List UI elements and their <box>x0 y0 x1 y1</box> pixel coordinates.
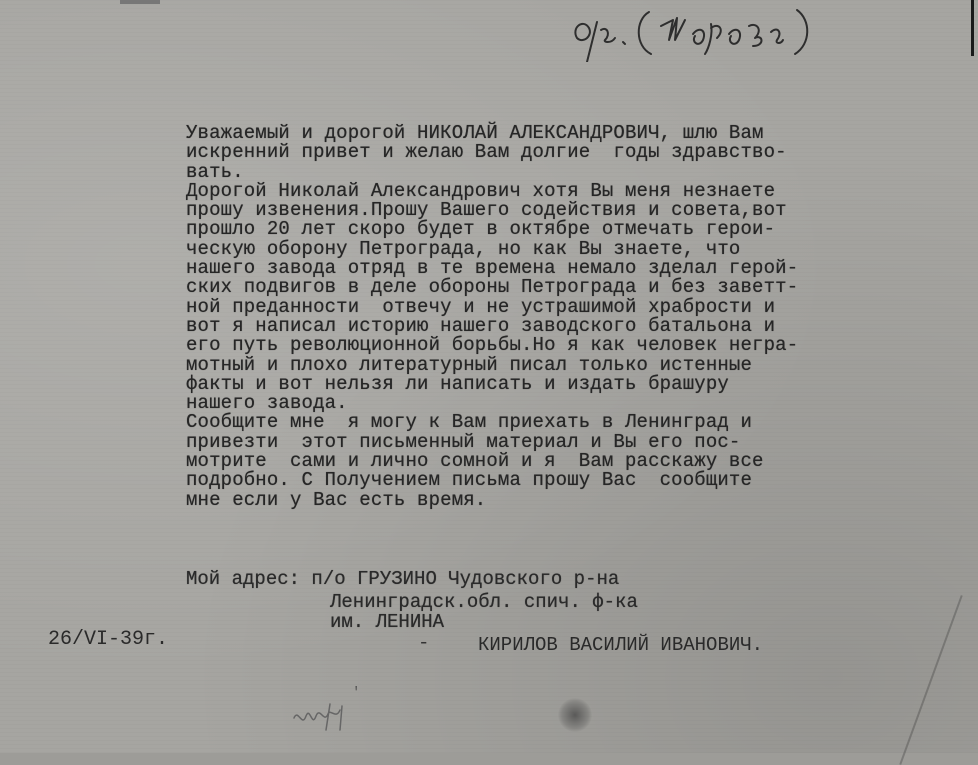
pen-tick-mark: ' <box>352 685 361 701</box>
letter-line: ских подвигов в деле обороны Петрограда и без заветт- <box>186 276 799 299</box>
letter-line: нашего завода. <box>186 392 348 415</box>
top-edge-mark <box>120 0 160 4</box>
page-edge-mark <box>971 0 974 56</box>
letter-line: его путь революционной борьбы.Но я как человек негра- <box>186 334 799 357</box>
address-line-2: Ленинградск.обл. спич. ф-ка <box>330 591 638 613</box>
address-line-3: им. ЛЕНИНА <box>330 611 445 633</box>
ink-stain <box>558 698 592 732</box>
letter-line: ческую оборону Петрограда, но как Вы знаете, что <box>186 237 741 260</box>
address-line-1: Мой адрес: п/о ГРУЗИНО Чудовского р-на <box>186 568 620 590</box>
letter-body <box>186 124 896 510</box>
paper-fold <box>899 595 962 765</box>
signature-dash: - <box>418 632 430 654</box>
faint-scribble <box>290 698 360 732</box>
handwritten-annotation <box>565 4 825 62</box>
letter-line: факты и вот нельзя ли написать и издать брашуру <box>186 372 729 395</box>
letter-line: вать. <box>186 160 244 183</box>
letter-line: Уважаемый и дорогой НИКОЛАЙ АЛЕКСАНДРОВИЧ, шлю Вам <box>186 122 764 144</box>
letter-line: Дорогой Николай Александрович хотя Вы меня незнаете <box>186 179 776 202</box>
letter-line: нашего завода отряд в те времена немало зделал герой- <box>186 257 799 280</box>
letter-line: ной преданности отвечу и не устрашимой храбрости и <box>186 295 776 318</box>
letter-line: привезти этот письменный материал и Вы его пос- <box>186 430 741 453</box>
letter-line: мотный и плохо литературный писал только истенные <box>186 353 753 376</box>
letter-line: искренний привет и желаю Вам долгие годы здравство- <box>186 141 787 164</box>
letter-date: 26/VI-39г. <box>48 628 169 651</box>
handwritten-annotation-scribble <box>565 4 825 62</box>
sender-signature: КИРИЛОВ ВАСИЛИЙ ИВАНОВИЧ. <box>478 634 764 656</box>
letter-line: вот я написал историю нашего заводского батальона и <box>186 314 776 337</box>
letter-line: прошло 20 лет скоро будет в октябре отмечать герои- <box>186 218 776 241</box>
letter-line: Сообщите мне я могу к Вам приехать в Ленинград и <box>186 411 753 434</box>
letter-line: прошу извенения.Прошу Вашего содействия и совета,вот <box>186 199 787 222</box>
letter-line: мотрите сами и лично сомной и я Вам расскажу все <box>186 450 764 473</box>
letter-line: подробно. С Получением письма прошу Вас сообщите <box>186 469 753 492</box>
letter-line: мне если у Вас есть время. <box>186 488 487 511</box>
